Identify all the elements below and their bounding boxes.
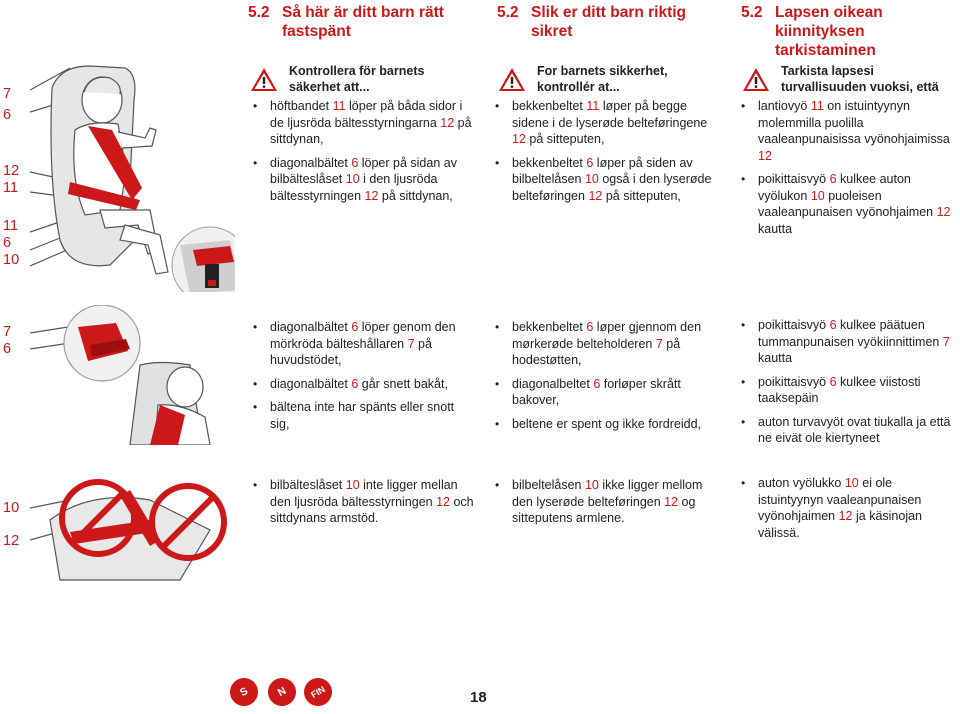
checklist-no-row1 [492,98,722,211]
section-title-no [497,3,722,41]
label-6: 6 [3,107,12,123]
label-7: 7 [3,324,12,340]
label-6: 6 [3,341,12,357]
list-item: • lantiovyö 11 on istuintyynyn molemmilla puolilla vaaleanpunaisissa vyönohjaimissa 12 [738,98,958,164]
checklist-no-row3 [492,477,722,534]
label-10: 10 [3,500,20,516]
list-item: • bekkenbeltet 11 løper på begge sidene i de lyserøde belteføringene 12 på sitteputen, [492,98,722,148]
language-tab-fin[interactable]: FIN [299,673,337,711]
list-item: • diagonalbeltet 6 forløper skrått bakover, [492,376,722,409]
warning-triangle-icon [497,66,527,93]
section-heading: Lapsen oikean kiinnityksen tarkistaminen [775,4,883,59]
side-labels-row3 [3,500,31,560]
checklist-sv-row2 [250,319,475,439]
list-item: • diagonalbältet 6 löper på sidan av bilbälteslåset 10 i den ljusröda bältesstyrningen 12 på sittdynan, [250,155,475,205]
label-11: 11 [3,180,19,196]
page-number: 18 [470,689,487,706]
checklist-sv-row1 [250,98,475,211]
list-item: • poikittaisvyö 6 kulkee viistosti taaksepäin [738,374,958,407]
list-item: • auton turvavyöt ovat tiukalla ja että ne eivät ole kiertyneet [738,414,958,447]
language-tab-s[interactable]: S [225,673,263,711]
label-11b: 11 [3,218,19,234]
list-item: • bilbeltelåsen 10 ikke ligger mellom den lyserøde belteføringen 12 og sitteputens armlene. [492,477,722,527]
list-item: • poikittaisvyö 6 kulkee auton vyölukon 10 puoleisen vaaleanpunaisen vyönohjaimen 12 kautta [738,171,958,237]
warning-sv [249,63,474,95]
list-item: • diagonalbältet 6 går snett bakåt, [250,376,475,393]
label-6b: 6 [3,235,12,251]
label-12: 12 [3,163,20,179]
checklist-sv-row3 [250,477,475,534]
warning-fi [741,63,956,95]
warning-triangle-icon [741,66,771,93]
warning-text: Tarkista lapsesi turvallisuuden vuoksi, että [781,64,939,94]
language-tab-n[interactable]: N [263,673,301,711]
list-item: • beltene er spent og ikke fordreidd, [492,416,722,433]
checklist-fi-row1 [738,98,958,244]
section-number: 5.2 [497,4,519,21]
warning-no [497,63,722,95]
checklist-no-row2 [492,319,722,439]
section-title-fi [741,3,956,60]
child-seat-illustration [30,60,235,292]
section-heading: Så här är ditt barn rätt fastspänt [282,4,444,40]
checklist-fi-row2 [738,317,958,454]
label-10: 10 [3,252,20,268]
label-7: 7 [3,86,12,102]
list-item: • bilbälteslåset 10 inte ligger mellan den ljusröda bältesstyrningen 12 och sittdynans armstöd. [250,477,475,527]
list-item: • diagonalbältet 6 löper genom den mörkröda bälteshållaren 7 på huvudstödet, [250,319,475,369]
section-title-sv [248,3,478,41]
checklist-fi-row3 [738,475,958,548]
list-item: • poikittaisvyö 6 kulkee päätuen tummanpunaisen vyökiinnittimen 7 kautta [738,317,958,367]
warning-text: For barnets sikkerhet, kontrollér at... [537,64,668,94]
prohibited-buckle-illustration [30,470,235,585]
side-labels-row2 [3,324,31,364]
section-number: 5.2 [248,4,270,21]
section-number: 5.2 [741,4,763,21]
list-item: • höftbandet 11 löper på båda sidor i de ljusröda bältesstyrningarna 12 på sittdynan, [250,98,475,148]
label-12: 12 [3,533,20,549]
warning-triangle-icon [249,66,279,93]
list-item: • bältena inte har spänts eller snott sig, [250,399,475,432]
list-item: • auton vyölukko 10 ei ole istuintyynyn vaaleanpunaisen vyönohjaimen 12 ja käsinojan välissä. [738,475,958,541]
list-item: • bekkenbeltet 6 løper på siden av bilbeltelåsen 10 også i den lyserøde belteføringen 12 på sitteputen, [492,155,722,205]
side-labels-row1 [3,82,31,272]
warning-text: Kontrollera för barnets säkerhet att... [289,64,425,94]
headrest-illustration [30,305,235,445]
section-heading: Slik er ditt barn riktig sikret [531,4,687,40]
list-item: • bekkenbeltet 6 løper gjennom den mørkerøde belteholderen 7 på hodestøtten, [492,319,722,369]
